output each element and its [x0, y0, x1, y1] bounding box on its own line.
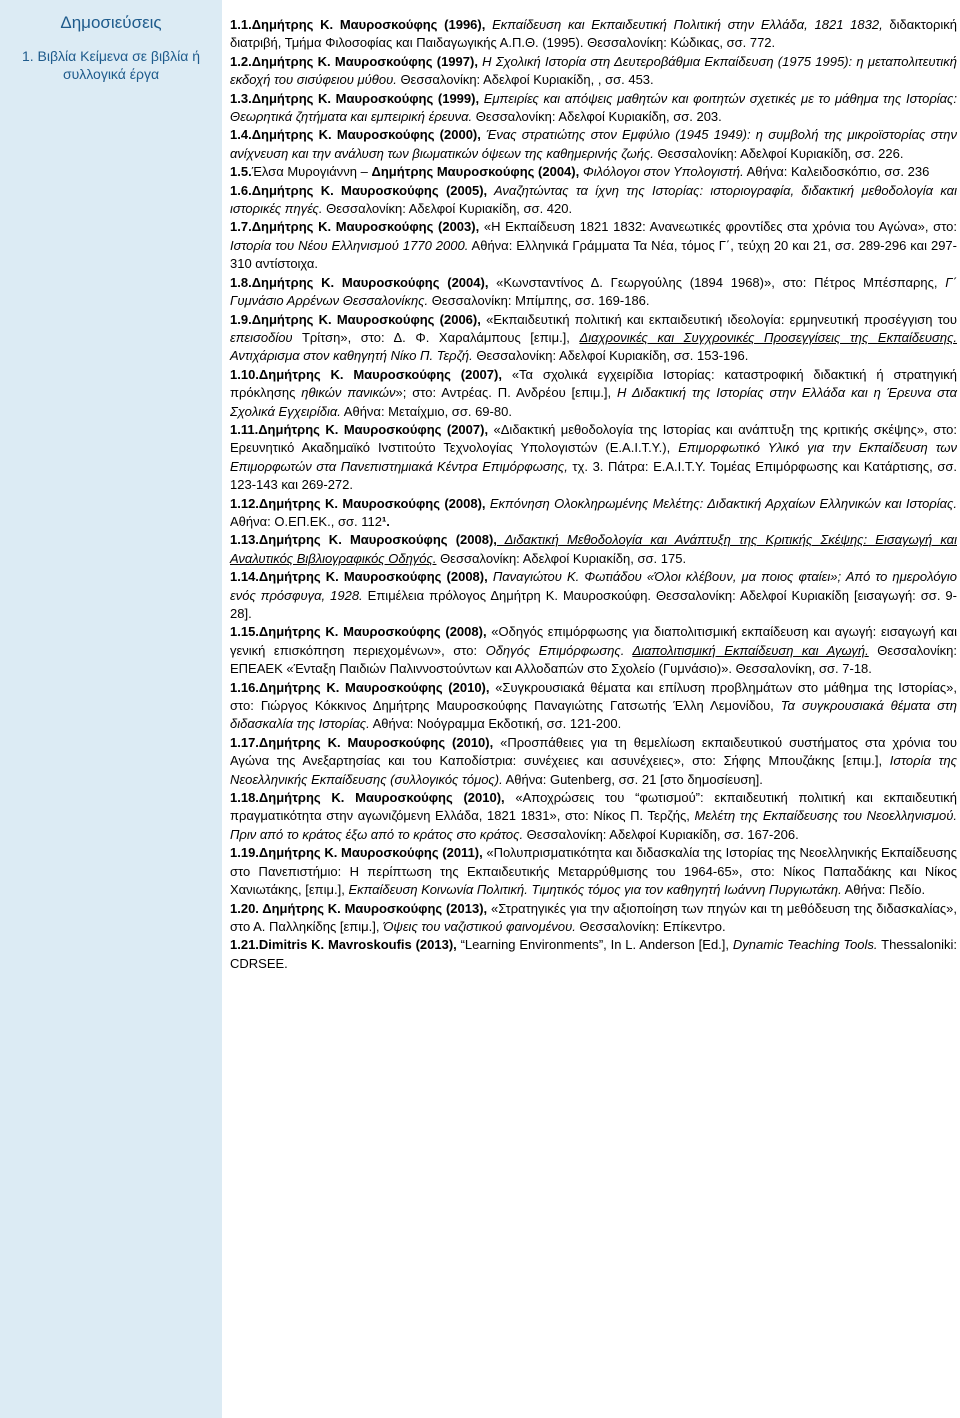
- entry-text: Αθήνα: Μεταίχμιο, σσ. 69-80.: [340, 403, 512, 419]
- entry-text: Θεσσαλονίκη: Επίκεντρο.: [575, 918, 726, 934]
- publication-entry: [230, 679, 957, 734]
- entry-number: 1.13.: [230, 532, 259, 548]
- entry-title: Όψεις του ναζιστικού φαινομένου.: [383, 918, 576, 934]
- entry-text: Θεσσαλονίκη: Αδελφοί Κυριακίδη, , σσ. 453.: [396, 72, 654, 88]
- entry-title: Η Σχολική Ιστορία στη Δευτεροβάθμια Εκπαίδευση (1975 1995): η μεταπολιτευτική εκδοχή του σισύφειου μύθου.: [230, 53, 958, 88]
- entry-title: Παναγιώτου Κ. Φωτιάδου «Όλοι κλέβουν, μα ποιος φταίει»; Από το ημερολόγιο ενός πρόσφυγα, 1928.: [230, 569, 957, 603]
- entry-title: Αντιχάρισμα στον καθηγητή Νίκο Π. Τερζή.: [230, 348, 473, 364]
- entry-number: 1.18.: [230, 790, 259, 806]
- entry-title: Οδηγός Επιμόρφωσης.: [485, 642, 633, 658]
- entry-author: Δημήτρης Κ. Μαυροσκούφης (2005),: [251, 182, 488, 198]
- entry-text: Αθήνα: Νοόγραμμα Εκδοτική, σσ. 121-200.: [369, 716, 622, 732]
- entry-text: «Πολυπρισματικότητα και διδασκαλία της Ιστορίας της Νεοελληνικής Εκπαίδευσης στο Πανεπιστήμιο: Η περίπτωση της Εκπαιδευτικής Μεταρρύθμισης του 1964-65», στο: Νίκος Παπαδάκης και Νίκος Χανιωτάκης, [επιμ.],: [230, 845, 957, 898]
- entry-text: Θεσσαλονίκη: Μπίμπης, σσ. 169-186.: [428, 293, 650, 309]
- entry-text: ¹.: [381, 513, 390, 529]
- entry-title: Ιστορία του Νέου Ελληνισμού 1770 2000.: [230, 237, 469, 253]
- sidebar-title: Δημοσιεύσεις: [60, 13, 162, 32]
- entry-title: Ένας στρατιώτης στον Εμφύλιο (1945 1949): η συμβολή της μικροϊστορίας στην ανίχνευση και την ανάλυση των βιωματικών όψεων της καθημερινής ζωής.: [230, 127, 957, 161]
- entry-number: 1.21.: [230, 937, 259, 953]
- entry-title: Εκπόνηση Ολοκληρωμένης Μελέτης: Διδακτική Αρχαίων Ελληνικών και Ιστορίας.: [485, 495, 957, 511]
- entry-title: Αναζητώντας τα ίχνη της Ιστορίας: ιστοριογραφία, διδακτική μεθοδολογία και ιστορικές πηγές.: [230, 182, 957, 217]
- publication-entry: [230, 623, 957, 678]
- entry-number: 1.12.: [230, 495, 259, 511]
- publication-entry: [230, 163, 957, 181]
- publication-entry: [230, 531, 957, 568]
- publication-entry: [230, 182, 957, 219]
- entry-text: «Εκπαιδευτική πολιτική και εκπαιδευτική ιδεολογία: ερμηνευτική προσέγγιση του: [480, 311, 958, 327]
- entry-title: Μελέτη της Εκπαίδευσης του Νεοελληνισμού. Πριν από το κράτος έξω από το κράτος στο κράτος.: [230, 808, 957, 842]
- publication-entry: [230, 274, 957, 311]
- entry-text: τχ. 3. Πάτρα: Ε.Α.Ι.Τ.Υ. Τομέας Επιμόρφωσης και Κατάρτισης, σσ. 123-143 και 269-272.: [230, 458, 958, 493]
- entry-text: Αθήνα: Gutenberg, σσ. 21 [στο δημοσίευση].: [502, 771, 763, 787]
- entry-author: Δημήτρης Κ. Μαυροσκούφης (1997),: [251, 53, 478, 69]
- entry-number: 1.8.: [230, 274, 252, 290]
- publication-entry: [230, 495, 957, 532]
- entry-title: Εμπειρίες και απόψεις μαθητών και φοιτητών σχετικές με το μάθημα της Ιστορίας: Θεωρητικά ζητήματα και εμπειρική έρευνα.: [230, 90, 957, 125]
- entry-text: Αθήνα: Ο.ΕΠ.ΕΚ., σσ. 112: [230, 513, 382, 529]
- entry-author: Δημήτρης Κ. Μαυροσκούφης (2007),: [258, 366, 502, 382]
- entry-author: Δημήτρης Κ. Μαυροσκούφης (2008),: [258, 569, 488, 585]
- entry-text: Θεσσαλονίκη: Αδελφοί Κυριακίδη, σσ. 175.: [436, 550, 687, 566]
- entry-text: Θεσσαλονίκη: Αδελφοί Κυριακίδη, σσ. 153-196.: [472, 348, 749, 364]
- publication-entry: [230, 218, 957, 273]
- entry-title: Φιλόλογοι στον Υπολογιστή.: [579, 164, 744, 180]
- entry-number: 1.14.: [230, 569, 259, 585]
- entry-number: 1.10.: [230, 366, 259, 382]
- publication-list: [230, 16, 957, 973]
- entry-number: 1.1.: [230, 17, 252, 32]
- entry-number: 1.19.: [230, 845, 259, 861]
- entry-author: Δημήτρης Κ. Μαυροσκούφης (2004),: [251, 274, 489, 290]
- entry-author: Δημήτρης Κ. Μαυροσκούφης (2008),: [258, 532, 497, 548]
- entry-author: Δημήτρης Μαυροσκούφης (2004),: [371, 164, 580, 180]
- entry-number: 1.20.: [230, 900, 259, 916]
- entry-text: «Διδακτική μεθοδολογία της Ιστορίας και ανάπτυξη της κριτικής σκέψης», στο: Ερευνητικό Ακαδημαϊκό Ινστιτούτο Τεχνολογίας Υπολογιστών (Ε.Α.Ι.Τ.Υ.),: [230, 421, 957, 456]
- entry-author: Δημήτρης Κ. Μαυροσκούφης (2007),: [258, 421, 489, 437]
- publication-entry: [230, 734, 957, 789]
- entry-number: 1.4.: [230, 127, 252, 143]
- publication-entry: [230, 936, 957, 973]
- sidebar: [0, 0, 222, 1418]
- entry-number: 1.11.: [230, 421, 259, 437]
- entry-author: Δημήτρης Κ. Μαυροσκούφης (2008),: [258, 495, 486, 511]
- entry-title: Διαπολιτισμική Εκπαίδευση και Αγωγή.: [632, 642, 869, 658]
- entry-text: «Αποχρώσεις του “φωτισμού”: εκπαιδευτική πολιτική και εκπαιδευτική πραγματικότητα στην αγωνιζόμενη Ελλάδα, 1821 1831», στο: Νίκος Π. Τερζής,: [230, 790, 957, 824]
- entry-title: Η Διδακτική της Ιστορίας στην Ελλάδα και η Έρευνα στα Σχολικά Εγχειρίδια.: [230, 385, 957, 419]
- entry-number: 1.15.: [230, 624, 259, 640]
- entry-number: 1.2.: [230, 53, 252, 69]
- entry-text: «Τα σχολικά εγχειρίδια Ιστορίας: καταστροφική διδακτική ή στρατηγική πρόκλησης: [230, 366, 957, 401]
- entry-text: Θεσσαλονίκη: Αδελφοί Κυριακίδη, σσ. 203.: [472, 109, 722, 125]
- publication-entry: [230, 53, 957, 90]
- entry-number: 1.9.: [230, 311, 252, 327]
- entry-number: 1.17.: [230, 734, 259, 750]
- entry-number: 1.5.: [230, 164, 252, 180]
- entry-text: Έλσα Μυρογιάννη –: [251, 164, 372, 180]
- entry-text: Αθήνα: Πεδίο.: [841, 882, 926, 898]
- entry-author: Δημήτρης Κ. Μαυροσκούφης (2010),: [258, 679, 490, 695]
- entry-title: Εκπαίδευση και Εκπαιδευτική Πολιτική στην Ελλάδα, 1821 1832,: [485, 17, 883, 32]
- publication-entry: [230, 16, 957, 53]
- publication-entry: [230, 366, 957, 421]
- entry-text: «Συγκρουσιακά θέματα και επίλυση προβλημάτων στο μάθημα της Ιστορίας», στο: Γιώργος Κόκκινος Δημήτρης Μαυροσκούφης Παναγιώτης Γατσωτής Έλλη Λεμονίδου,: [230, 679, 957, 714]
- entry-author: Dimitris K. Mavroskoufis (2013),: [258, 937, 457, 953]
- entry-author: Δημήτρης Κ. Μαυροσκούφης (2008),: [258, 624, 487, 640]
- sidebar-item-books[interactable]: 1. Βιβλία Κείμενα σε βιβλία ή συλλογικά έργα: [21, 48, 200, 82]
- publication-entry: [230, 568, 957, 623]
- entry-text: «Οδηγός επιμόρφωσης για διαπολιτισμική εκπαίδευση και αγωγή: εισαγωγή και γενική επισκόπηση περιεχομένων», στο:: [230, 624, 958, 658]
- entry-title: Διδακτική Μεθοδολογία και Ανάπτυξη της Κριτικής Σκέψης: Εισαγωγή και Αναλυτικός Βιβλιογραφικός Οδηγός.: [230, 532, 957, 566]
- entry-text: Αθήνα: Ελληνικά Γράμματα Τα Νέα, τόμος Γ΄, τεύχη 20 και 21, σσ. 289-296 και 297-310 αντίστοιχα.: [230, 237, 957, 272]
- entry-text: Θεσσαλονίκη: ΕΠΕΑΕΚ «Ένταξη Παιδιών Παλιννοστούντων και Αλλοδαπών στο Σχολείο (Γυμνάσιο)». Θεσσαλονίκη, σσ. 7-18.: [230, 642, 957, 677]
- entry-title: Τα συγκρουσιακά θέματα στη διδασκαλία της Ιστορίας.: [230, 698, 958, 732]
- entry-text: Θεσσαλονίκη: Αδελφοί Κυριακίδη, σσ. 167-206.: [523, 826, 799, 842]
- entry-author: Δημήτρης Κ. Μαυροσκούφης (1996),: [251, 17, 486, 32]
- entry-number: 1.16.: [230, 679, 259, 695]
- entry-author: Δημήτρης Κ. Μαυροσκούφης (2006),: [251, 311, 481, 327]
- entry-text: «Η Εκπαίδευση 1821 1832: Ανανεωτικές φροντίδες στα χρόνια του Αγώνα», στο:: [479, 219, 958, 235]
- publication-entry: [230, 900, 957, 937]
- entry-text: Thessaloniki: CDRSEE.: [230, 937, 957, 971]
- entry-number: 1.3.: [230, 90, 252, 106]
- entry-author: Δημήτρης Κ. Μαυροσκούφης (1999),: [251, 90, 480, 106]
- publication-entry: [230, 311, 957, 366]
- entry-text: Επιμέλεια πρόλογος Δημήτρη Κ. Μαυροσκούφη. Θεσσαλονίκη: Αδελφοί Κυριακίδη [εισαγωγή: σσ. 9-28].: [230, 587, 957, 621]
- entry-text: διδακτορική διατριβή, Τμήμα Φιλοσοφίας και Παιδαγωγικής Α.Π.Θ. (1995). Θεσσαλονίκη: Κώδικας, σσ. 772.: [230, 17, 957, 51]
- entry-author: Δημήτρης Κ. Μαυροσκούφης (2011),: [258, 845, 483, 861]
- entry-text: »; στο: Αντρέας. Π. Ανδρέου [επιμ.],: [395, 385, 618, 401]
- entry-title: Εκπαίδευση Κοινωνία Πολιτική. Τιμητικός τόμος για τον καθηγητή Ιωάννη Πυργιωτάκη.: [348, 882, 842, 898]
- entry-text: “Learning Environments”, In L. Anderson [Ed.],: [456, 937, 733, 953]
- entry-title: Ιστορία της Νεοελληνικής Εκπαίδευσης (συλλογικός τόμος).: [230, 753, 957, 787]
- entry-text: «Προσπάθειες για τη θεμελίωση εκπαιδευτικού συστήματος στα χρόνια του Αγώνα της Ανεξαρτησίας και του Καποδίστρια: συνέχειες και ασυνέχειες», στο: Σήφης Μπουζάκης [επιμ.],: [230, 734, 957, 769]
- entry-number: 1.7.: [230, 219, 252, 235]
- entry-text: «Στρατηγικές για την αξιοποίηση των πηγών και τη μεθόδευση της διδασκαλίας», στο Α. Παλληκίδης [επιμ.],: [230, 900, 958, 934]
- entry-author: Δημήτρης Κ. Μαυροσκούφης (2013),: [258, 900, 488, 916]
- publication-entry: [230, 126, 957, 163]
- publication-entry: [230, 789, 957, 844]
- entry-text: Τρίτση», στο: Δ. Φ. Χαραλάμπους [επιμ.],: [292, 329, 580, 345]
- entry-title: Επιμορφωτικό Υλικό για την Εκπαίδευση των Επιμορφωτών στα Πανεπιστημιακά Κέντρα Επιμόρφωσης,: [230, 440, 957, 474]
- entry-text: «Κωνσταντίνος Δ. Γεωργούλης (1894 1968)», στο: Πέτρος Μπέσπαρης,: [488, 274, 946, 290]
- entry-title: ηθικών πανικών: [301, 385, 396, 401]
- publication-entry: [230, 90, 957, 127]
- entry-author: Δημήτρης Κ. Μαυροσκούφης (2010),: [258, 734, 494, 750]
- entry-author: Δημήτρης Κ. Μαυροσκούφης (2000),: [251, 127, 481, 143]
- publication-entry: [230, 844, 957, 899]
- entry-author: Δημήτρης Κ. Μαυροσκούφης (2003),: [251, 219, 480, 235]
- entry-title: Γ΄ Γυμνάσιο Αρρένων Θεσσαλονίκης.: [230, 274, 957, 309]
- entry-text: Αθήνα: Καλειδοσκόπιο, σσ. 236: [743, 164, 930, 180]
- entry-title: Διαχρονικές και Συγχρονικές Προσεγγίσεις της Εκπαίδευσης.: [579, 329, 957, 345]
- entry-author: Δημήτρης Κ. Μαυροσκούφης (2010),: [258, 790, 505, 806]
- entry-text: Θεσσαλονίκη: Αδελφοί Κυριακίδη, σσ. 226.: [653, 145, 904, 161]
- entry-number: 1.6.: [230, 182, 252, 198]
- entry-text: Θεσσαλονίκη: Αδελφοί Κυριακίδη, σσ. 420.: [322, 201, 573, 217]
- entry-title: επεισοδίου: [230, 329, 293, 345]
- publication-entry: [230, 421, 957, 495]
- entry-title: Dynamic Teaching Tools.: [732, 937, 878, 953]
